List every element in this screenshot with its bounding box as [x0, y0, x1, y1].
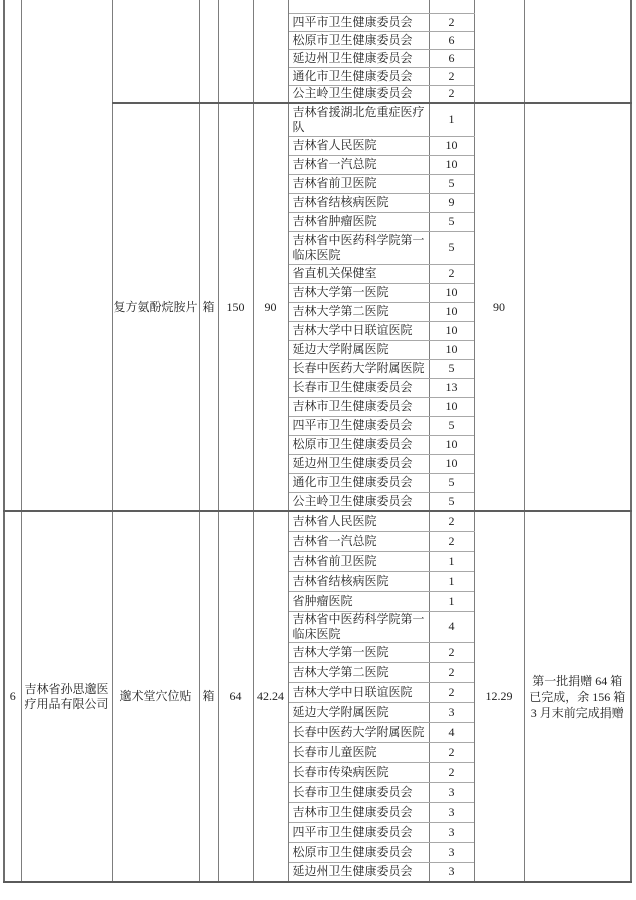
- unit-cell: 箱: [199, 511, 218, 882]
- company-cell: [21, 0, 112, 511]
- row-number-cell: 6: [4, 511, 21, 882]
- institution-cell: 吉林省一汽总院: [288, 531, 429, 551]
- count-cell: 10: [429, 302, 474, 321]
- institution-cell: 四平市卫生健康委员会: [288, 416, 429, 435]
- institution-cell: 吉林市卫生健康委员会: [288, 802, 429, 822]
- institution-cell: 长春市卫生健康委员会: [288, 378, 429, 397]
- institution-cell: 吉林省中医药科学院第一临床医院: [288, 611, 429, 642]
- count-cell: 2: [429, 762, 474, 782]
- count-cell: 2: [429, 662, 474, 682]
- count-cell: 4: [429, 611, 474, 642]
- institution-cell: 通化市卫生健康委员会: [288, 473, 429, 492]
- institution-cell: 吉林大学第二医院: [288, 662, 429, 682]
- count-cell: 3: [429, 842, 474, 862]
- quantity-cell: [218, 0, 253, 103]
- count-cell: 2: [429, 264, 474, 283]
- institution-cell: 四平市卫生健康委员会: [288, 822, 429, 842]
- institution-cell: 公主岭卫生健康委员会: [288, 492, 429, 511]
- institution-cell: 松原市卫生健康委员会: [288, 435, 429, 454]
- institution-cell: 吉林省前卫医院: [288, 551, 429, 571]
- count-cell: 1: [429, 591, 474, 611]
- table-row: [4, 0, 631, 13]
- subtotal-cell: 90: [474, 103, 524, 511]
- institution-cell: 吉林大学中日联谊医院: [288, 682, 429, 702]
- institution-cell: 延边州卫生健康委员会: [288, 862, 429, 882]
- subtotal-cell: [474, 0, 524, 103]
- value-cell: 42.24: [253, 511, 288, 882]
- count-cell: 10: [429, 435, 474, 454]
- institution-cell: 吉林大学第二医院: [288, 302, 429, 321]
- institution-cell: [288, 0, 429, 13]
- institution-cell: 吉林大学第一医院: [288, 642, 429, 662]
- institution-cell: 吉林省前卫医院: [288, 174, 429, 193]
- institution-cell: 长春中医药大学附属医院: [288, 722, 429, 742]
- count-cell: 3: [429, 862, 474, 882]
- quantity-cell: 150: [218, 103, 253, 511]
- product-cell: 复方氨酚烷胺片: [112, 103, 199, 511]
- count-cell: 2: [429, 642, 474, 662]
- institution-cell: 通化市卫生健康委员会: [288, 67, 429, 85]
- institution-cell: 吉林大学第一医院: [288, 283, 429, 302]
- institution-cell: 延边大学附属医院: [288, 340, 429, 359]
- count-cell: 10: [429, 340, 474, 359]
- count-cell: 5: [429, 359, 474, 378]
- count-cell: 2: [429, 531, 474, 551]
- product-cell: 邈术堂穴位贴: [112, 511, 199, 882]
- count-cell: 10: [429, 454, 474, 473]
- product-cell: [112, 0, 199, 103]
- count-cell: 10: [429, 283, 474, 302]
- institution-cell: 吉林市卫生健康委员会: [288, 397, 429, 416]
- value-cell: [253, 0, 288, 103]
- institution-cell: 长春市卫生健康委员会: [288, 782, 429, 802]
- count-cell: 4: [429, 722, 474, 742]
- subtotal-cell: 12.29: [474, 511, 524, 882]
- count-cell: 5: [429, 473, 474, 492]
- count-cell: 2: [429, 742, 474, 762]
- value-cell: 90: [253, 103, 288, 511]
- count-cell: 5: [429, 492, 474, 511]
- count-cell: 5: [429, 174, 474, 193]
- remarks-cell: 第一批捐赠 64 箱已完成，余 156 箱 3 月末前完成捐赠: [524, 511, 631, 882]
- count-cell: [429, 0, 474, 13]
- count-cell: 2: [429, 13, 474, 31]
- count-cell: 10: [429, 397, 474, 416]
- count-cell: 13: [429, 378, 474, 397]
- remarks-cell: [524, 0, 631, 103]
- count-cell: 10: [429, 136, 474, 155]
- institution-cell: 松原市卫生健康委员会: [288, 31, 429, 49]
- institution-cell: 公主岭卫生健康委员会: [288, 85, 429, 103]
- institution-cell: 吉林省人民医院: [288, 136, 429, 155]
- count-cell: 5: [429, 416, 474, 435]
- count-cell: 3: [429, 802, 474, 822]
- count-cell: 2: [429, 511, 474, 531]
- count-cell: 2: [429, 682, 474, 702]
- count-cell: 9: [429, 193, 474, 212]
- count-cell: 3: [429, 702, 474, 722]
- row-number-cell: [4, 0, 21, 511]
- institution-cell: 长春市传染病医院: [288, 762, 429, 782]
- institution-cell: 吉林省援湖北危重症医疗队: [288, 103, 429, 136]
- count-cell: 1: [429, 571, 474, 591]
- institution-cell: 长春中医药大学附属医院: [288, 359, 429, 378]
- count-cell: 2: [429, 85, 474, 103]
- unit-cell: [199, 0, 218, 103]
- count-cell: 10: [429, 321, 474, 340]
- institution-cell: 长春市儿童医院: [288, 742, 429, 762]
- count-cell: 5: [429, 212, 474, 231]
- count-cell: 6: [429, 49, 474, 67]
- quantity-cell: 64: [218, 511, 253, 882]
- table-body: [4, 0, 631, 882]
- institution-cell: 吉林省中医药科学院第一临床医院: [288, 231, 429, 264]
- count-cell: 5: [429, 231, 474, 264]
- count-cell: 1: [429, 103, 474, 136]
- count-cell: 10: [429, 155, 474, 174]
- remarks-cell: [524, 103, 631, 511]
- count-cell: 2: [429, 67, 474, 85]
- count-cell: 3: [429, 822, 474, 842]
- institution-cell: 延边州卫生健康委员会: [288, 49, 429, 67]
- count-cell: 6: [429, 31, 474, 49]
- institution-cell: 吉林省人民医院: [288, 511, 429, 531]
- institution-cell: 吉林省一汽总院: [288, 155, 429, 174]
- institution-cell: 延边大学附属医院: [288, 702, 429, 722]
- count-cell: 3: [429, 782, 474, 802]
- company-cell: 吉林省孙思邈医疗用品有限公司: [21, 511, 112, 882]
- institution-cell: 延边州卫生健康委员会: [288, 454, 429, 473]
- institution-cell: 四平市卫生健康委员会: [288, 13, 429, 31]
- institution-cell: 吉林省肿瘤医院: [288, 212, 429, 231]
- institution-cell: 省直机关保健室: [288, 264, 429, 283]
- institution-cell: 吉林大学中日联谊医院: [288, 321, 429, 340]
- institution-cell: 省肿瘤医院: [288, 591, 429, 611]
- unit-cell: 箱: [199, 103, 218, 511]
- table-row: [4, 511, 631, 531]
- institution-cell: 吉林省结核病医院: [288, 193, 429, 212]
- institution-cell: 松原市卫生健康委员会: [288, 842, 429, 862]
- count-cell: 1: [429, 551, 474, 571]
- institution-cell: 吉林省结核病医院: [288, 571, 429, 591]
- donation-allocation-table: [3, 0, 632, 883]
